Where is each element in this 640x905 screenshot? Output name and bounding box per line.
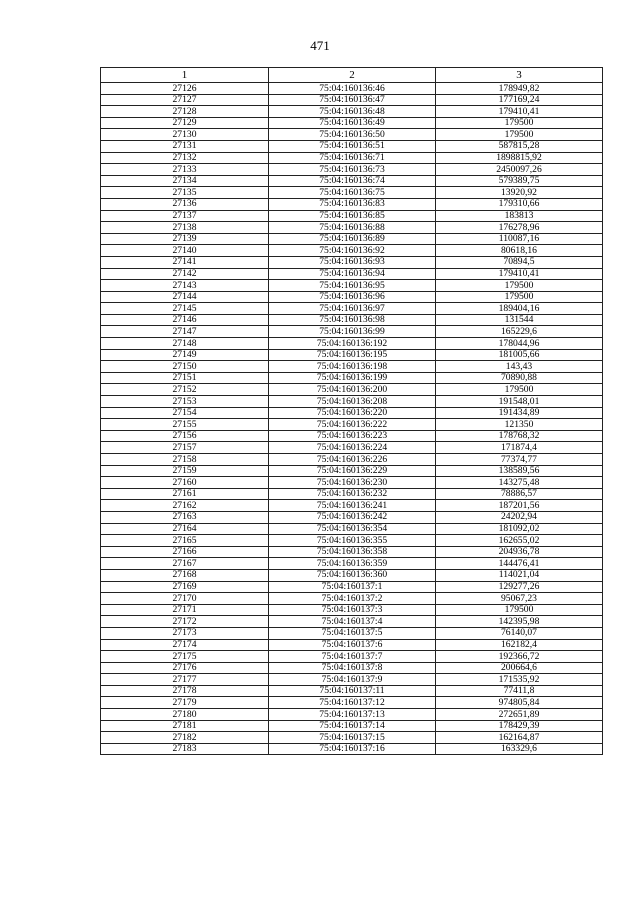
cadastral-number-cell: 75:04:160137:1 bbox=[269, 581, 436, 593]
value-cell: 178429,39 bbox=[436, 720, 603, 732]
cadastral-table bbox=[100, 67, 603, 755]
row-number-cell: 27154 bbox=[101, 407, 269, 419]
cadastral-number-cell: 75:04:160136:94 bbox=[269, 268, 436, 280]
table-row bbox=[101, 396, 603, 408]
table-row bbox=[101, 430, 603, 442]
cadastral-number-cell: 75:04:160136:198 bbox=[269, 361, 436, 373]
table-row bbox=[101, 129, 603, 141]
row-number-cell: 27162 bbox=[101, 500, 269, 512]
table-row bbox=[101, 349, 603, 361]
table-row bbox=[101, 581, 603, 593]
cadastral-number-cell: 75:04:160136:223 bbox=[269, 430, 436, 442]
row-number-cell: 27164 bbox=[101, 523, 269, 535]
table-row bbox=[101, 256, 603, 268]
cadastral-number-cell: 75:04:160136:199 bbox=[269, 372, 436, 384]
row-number-cell: 27170 bbox=[101, 593, 269, 605]
value-cell: 80618,16 bbox=[436, 245, 603, 257]
value-cell: 179500 bbox=[436, 117, 603, 129]
cadastral-number-cell: 75:04:160136:242 bbox=[269, 511, 436, 523]
row-number-cell: 27183 bbox=[101, 743, 269, 755]
value-cell: 121350 bbox=[436, 419, 603, 431]
value-cell: 181005,66 bbox=[436, 349, 603, 361]
row-number-cell: 27140 bbox=[101, 245, 269, 257]
cadastral-number-cell: 75:04:160137:12 bbox=[269, 697, 436, 709]
row-number-cell: 27148 bbox=[101, 338, 269, 350]
table-row bbox=[101, 280, 603, 292]
row-number-cell: 27133 bbox=[101, 164, 269, 176]
row-number-cell: 27158 bbox=[101, 454, 269, 466]
cadastral-number-cell: 75:04:160136:83 bbox=[269, 198, 436, 210]
cadastral-number-cell: 75:04:160136:89 bbox=[269, 233, 436, 245]
value-cell: 13920,92 bbox=[436, 187, 603, 199]
row-number-cell: 27174 bbox=[101, 639, 269, 651]
cadastral-number-cell: 75:04:160137:9 bbox=[269, 674, 436, 686]
cadastral-number-cell: 75:04:160136:96 bbox=[269, 291, 436, 303]
value-cell: 179310,66 bbox=[436, 198, 603, 210]
row-number-cell: 27128 bbox=[101, 106, 269, 118]
row-number-cell: 27131 bbox=[101, 140, 269, 152]
row-number-cell: 27143 bbox=[101, 280, 269, 292]
table-row bbox=[101, 291, 603, 303]
row-number-cell: 27175 bbox=[101, 651, 269, 663]
value-cell: 162164,87 bbox=[436, 732, 603, 744]
cadastral-number-cell: 75:04:160136:85 bbox=[269, 210, 436, 222]
row-number-cell: 27142 bbox=[101, 268, 269, 280]
value-cell: 143275,48 bbox=[436, 477, 603, 489]
cadastral-number-cell: 75:04:160136:192 bbox=[269, 338, 436, 350]
value-cell: 974805,84 bbox=[436, 697, 603, 709]
row-number-cell: 27136 bbox=[101, 198, 269, 210]
table-row bbox=[101, 477, 603, 489]
value-cell: 587815,28 bbox=[436, 140, 603, 152]
value-cell: 162182,4 bbox=[436, 639, 603, 651]
row-number-cell: 27159 bbox=[101, 465, 269, 477]
table-row bbox=[101, 546, 603, 558]
row-number-cell: 27138 bbox=[101, 222, 269, 234]
table-row bbox=[101, 662, 603, 674]
row-number-cell: 27144 bbox=[101, 291, 269, 303]
value-cell: 2450097,26 bbox=[436, 164, 603, 176]
row-number-cell: 27166 bbox=[101, 546, 269, 558]
value-cell: 114021,04 bbox=[436, 569, 603, 581]
value-cell: 181092,02 bbox=[436, 523, 603, 535]
cadastral-number-cell: 75:04:160136:229 bbox=[269, 465, 436, 477]
cadastral-number-cell: 75:04:160136:358 bbox=[269, 546, 436, 558]
column-header-2: 2 bbox=[269, 68, 436, 83]
row-number-cell: 27160 bbox=[101, 477, 269, 489]
table-row bbox=[101, 535, 603, 547]
value-cell: 163329,6 bbox=[436, 743, 603, 755]
table-row bbox=[101, 372, 603, 384]
table-row bbox=[101, 164, 603, 176]
value-cell: 178044,96 bbox=[436, 338, 603, 350]
row-number-cell: 27146 bbox=[101, 314, 269, 326]
cadastral-number-cell: 75:04:160136:98 bbox=[269, 314, 436, 326]
table-row bbox=[101, 140, 603, 152]
table-row bbox=[101, 651, 603, 663]
row-number-cell: 27149 bbox=[101, 349, 269, 361]
row-number-cell: 27126 bbox=[101, 83, 269, 95]
table-row bbox=[101, 198, 603, 210]
table-row bbox=[101, 511, 603, 523]
cadastral-number-cell: 75:04:160136:355 bbox=[269, 535, 436, 547]
value-cell: 143,43 bbox=[436, 361, 603, 373]
value-cell: 165229,6 bbox=[436, 326, 603, 338]
table-row bbox=[101, 222, 603, 234]
cadastral-number-cell: 75:04:160136:50 bbox=[269, 129, 436, 141]
cadastral-number-cell: 75:04:160136:51 bbox=[269, 140, 436, 152]
row-number-cell: 27155 bbox=[101, 419, 269, 431]
table-row bbox=[101, 604, 603, 616]
cadastral-number-cell: 75:04:160136:232 bbox=[269, 488, 436, 500]
table-row bbox=[101, 569, 603, 581]
table-row bbox=[101, 720, 603, 732]
table-row bbox=[101, 303, 603, 315]
value-cell: 191434,89 bbox=[436, 407, 603, 419]
cadastral-number-cell: 75:04:160137:7 bbox=[269, 651, 436, 663]
value-cell: 24202,94 bbox=[436, 511, 603, 523]
value-cell: 179500 bbox=[436, 129, 603, 141]
table-row bbox=[101, 454, 603, 466]
cadastral-number-cell: 75:04:160136:222 bbox=[269, 419, 436, 431]
row-number-cell: 27137 bbox=[101, 210, 269, 222]
cadastral-number-cell: 75:04:160136:359 bbox=[269, 558, 436, 570]
value-cell: 179500 bbox=[436, 280, 603, 292]
cadastral-number-cell: 75:04:160136:46 bbox=[269, 83, 436, 95]
table-row bbox=[101, 117, 603, 129]
table-row bbox=[101, 709, 603, 721]
table-body bbox=[101, 83, 603, 755]
cadastral-number-cell: 75:04:160136:208 bbox=[269, 396, 436, 408]
cadastral-number-cell: 75:04:160136:241 bbox=[269, 500, 436, 512]
cadastral-number-cell: 75:04:160137:15 bbox=[269, 732, 436, 744]
value-cell: 176278,96 bbox=[436, 222, 603, 234]
value-cell: 200664,6 bbox=[436, 662, 603, 674]
value-cell: 183813 bbox=[436, 210, 603, 222]
cadastral-number-cell: 75:04:160136:97 bbox=[269, 303, 436, 315]
cadastral-number-cell: 75:04:160137:13 bbox=[269, 709, 436, 721]
cadastral-number-cell: 75:04:160136:48 bbox=[269, 106, 436, 118]
cadastral-number-cell: 75:04:160137:11 bbox=[269, 685, 436, 697]
cadastral-number-cell: 75:04:160137:14 bbox=[269, 720, 436, 732]
table-row bbox=[101, 326, 603, 338]
table-header bbox=[101, 68, 603, 83]
value-cell: 272651,89 bbox=[436, 709, 603, 721]
table-row bbox=[101, 361, 603, 373]
value-cell: 131544 bbox=[436, 314, 603, 326]
value-cell: 78886,57 bbox=[436, 488, 603, 500]
cadastral-number-cell: 75:04:160137:3 bbox=[269, 604, 436, 616]
row-number-cell: 27178 bbox=[101, 685, 269, 697]
column-header-3: 3 bbox=[436, 68, 603, 83]
row-number-cell: 27168 bbox=[101, 569, 269, 581]
row-number-cell: 27156 bbox=[101, 430, 269, 442]
table-row bbox=[101, 187, 603, 199]
table-row bbox=[101, 407, 603, 419]
value-cell: 138589,56 bbox=[436, 465, 603, 477]
table-row bbox=[101, 83, 603, 95]
value-cell: 179410,41 bbox=[436, 268, 603, 280]
row-number-cell: 27180 bbox=[101, 709, 269, 721]
row-number-cell: 27130 bbox=[101, 129, 269, 141]
row-number-cell: 27161 bbox=[101, 488, 269, 500]
row-number-cell: 27179 bbox=[101, 697, 269, 709]
row-number-cell: 27177 bbox=[101, 674, 269, 686]
value-cell: 171874,4 bbox=[436, 442, 603, 454]
cadastral-number-cell: 75:04:160137:16 bbox=[269, 743, 436, 755]
column-header-1: 1 bbox=[101, 68, 269, 83]
table-row bbox=[101, 743, 603, 755]
value-cell: 177169,24 bbox=[436, 94, 603, 106]
value-cell: 192366,72 bbox=[436, 651, 603, 663]
value-cell: 70894,5 bbox=[436, 256, 603, 268]
table-row bbox=[101, 523, 603, 535]
cadastral-number-cell: 75:04:160136:200 bbox=[269, 384, 436, 396]
row-number-cell: 27172 bbox=[101, 616, 269, 628]
value-cell: 129277,26 bbox=[436, 581, 603, 593]
table-row bbox=[101, 639, 603, 651]
cadastral-number-cell: 75:04:160136:95 bbox=[269, 280, 436, 292]
row-number-cell: 27169 bbox=[101, 581, 269, 593]
value-cell: 77374,77 bbox=[436, 454, 603, 466]
header-row bbox=[101, 68, 603, 83]
cadastral-number-cell: 75:04:160136:71 bbox=[269, 152, 436, 164]
table-row bbox=[101, 488, 603, 500]
table-row bbox=[101, 210, 603, 222]
table-row bbox=[101, 685, 603, 697]
value-cell: 179500 bbox=[436, 604, 603, 616]
value-cell: 204936,78 bbox=[436, 546, 603, 558]
cadastral-number-cell: 75:04:160136:47 bbox=[269, 94, 436, 106]
table-row bbox=[101, 233, 603, 245]
value-cell: 189404,16 bbox=[436, 303, 603, 315]
row-number-cell: 27153 bbox=[101, 396, 269, 408]
row-number-cell: 27163 bbox=[101, 511, 269, 523]
value-cell: 579389,75 bbox=[436, 175, 603, 187]
value-cell: 179500 bbox=[436, 384, 603, 396]
cadastral-number-cell: 75:04:160136:73 bbox=[269, 164, 436, 176]
table-row bbox=[101, 500, 603, 512]
row-number-cell: 27157 bbox=[101, 442, 269, 454]
table-row bbox=[101, 465, 603, 477]
cadastral-number-cell: 75:04:160136:195 bbox=[269, 349, 436, 361]
cadastral-number-cell: 75:04:160136:88 bbox=[269, 222, 436, 234]
row-number-cell: 27145 bbox=[101, 303, 269, 315]
table-row bbox=[101, 338, 603, 350]
value-cell: 70890,88 bbox=[436, 372, 603, 384]
row-number-cell: 27141 bbox=[101, 256, 269, 268]
row-number-cell: 27165 bbox=[101, 535, 269, 547]
value-cell: 179410,41 bbox=[436, 106, 603, 118]
value-cell: 171535,92 bbox=[436, 674, 603, 686]
cadastral-number-cell: 75:04:160136:226 bbox=[269, 454, 436, 466]
table-row bbox=[101, 245, 603, 257]
table-row bbox=[101, 558, 603, 570]
table-row bbox=[101, 616, 603, 628]
row-number-cell: 27181 bbox=[101, 720, 269, 732]
row-number-cell: 27152 bbox=[101, 384, 269, 396]
table-row bbox=[101, 442, 603, 454]
row-number-cell: 27129 bbox=[101, 117, 269, 129]
cadastral-number-cell: 75:04:160136:93 bbox=[269, 256, 436, 268]
cadastral-number-cell: 75:04:160136:354 bbox=[269, 523, 436, 535]
table-row bbox=[101, 94, 603, 106]
row-number-cell: 27135 bbox=[101, 187, 269, 199]
row-number-cell: 27127 bbox=[101, 94, 269, 106]
table-row bbox=[101, 697, 603, 709]
value-cell: 76140,07 bbox=[436, 627, 603, 639]
table-row bbox=[101, 384, 603, 396]
page-number: 471 bbox=[310, 38, 330, 53]
table-row bbox=[101, 268, 603, 280]
table-row bbox=[101, 106, 603, 118]
value-cell: 144476,41 bbox=[436, 558, 603, 570]
value-cell: 142395,98 bbox=[436, 616, 603, 628]
cadastral-number-cell: 75:04:160136:99 bbox=[269, 326, 436, 338]
value-cell: 110087,16 bbox=[436, 233, 603, 245]
row-number-cell: 27182 bbox=[101, 732, 269, 744]
cadastral-number-cell: 75:04:160136:360 bbox=[269, 569, 436, 581]
cadastral-number-cell: 75:04:160137:5 bbox=[269, 627, 436, 639]
cadastral-number-cell: 75:04:160137:4 bbox=[269, 616, 436, 628]
row-number-cell: 27167 bbox=[101, 558, 269, 570]
row-number-cell: 27151 bbox=[101, 372, 269, 384]
cadastral-number-cell: 75:04:160136:224 bbox=[269, 442, 436, 454]
table-row bbox=[101, 593, 603, 605]
value-cell: 191548,01 bbox=[436, 396, 603, 408]
value-cell: 178949,82 bbox=[436, 83, 603, 95]
cadastral-number-cell: 75:04:160136:74 bbox=[269, 175, 436, 187]
table-row bbox=[101, 152, 603, 164]
table-row bbox=[101, 732, 603, 744]
row-number-cell: 27147 bbox=[101, 326, 269, 338]
value-cell: 77411,8 bbox=[436, 685, 603, 697]
cadastral-number-cell: 75:04:160136:49 bbox=[269, 117, 436, 129]
row-number-cell: 27150 bbox=[101, 361, 269, 373]
row-number-cell: 27134 bbox=[101, 175, 269, 187]
row-number-cell: 27173 bbox=[101, 627, 269, 639]
cadastral-number-cell: 75:04:160136:230 bbox=[269, 477, 436, 489]
row-number-cell: 27139 bbox=[101, 233, 269, 245]
table-row bbox=[101, 419, 603, 431]
row-number-cell: 27176 bbox=[101, 662, 269, 674]
cadastral-number-cell: 75:04:160137:8 bbox=[269, 662, 436, 674]
value-cell: 1898815,92 bbox=[436, 152, 603, 164]
table-row bbox=[101, 175, 603, 187]
cadastral-number-cell: 75:04:160137:6 bbox=[269, 639, 436, 651]
table-row bbox=[101, 674, 603, 686]
value-cell: 187201,56 bbox=[436, 500, 603, 512]
value-cell: 178768,32 bbox=[436, 430, 603, 442]
table-row bbox=[101, 627, 603, 639]
cadastral-number-cell: 75:04:160136:92 bbox=[269, 245, 436, 257]
cadastral-number-cell: 75:04:160137:2 bbox=[269, 593, 436, 605]
table-row bbox=[101, 314, 603, 326]
value-cell: 162655,02 bbox=[436, 535, 603, 547]
value-cell: 179500 bbox=[436, 291, 603, 303]
row-number-cell: 27171 bbox=[101, 604, 269, 616]
cadastral-number-cell: 75:04:160136:220 bbox=[269, 407, 436, 419]
cadastral-number-cell: 75:04:160136:75 bbox=[269, 187, 436, 199]
row-number-cell: 27132 bbox=[101, 152, 269, 164]
value-cell: 95067,23 bbox=[436, 593, 603, 605]
